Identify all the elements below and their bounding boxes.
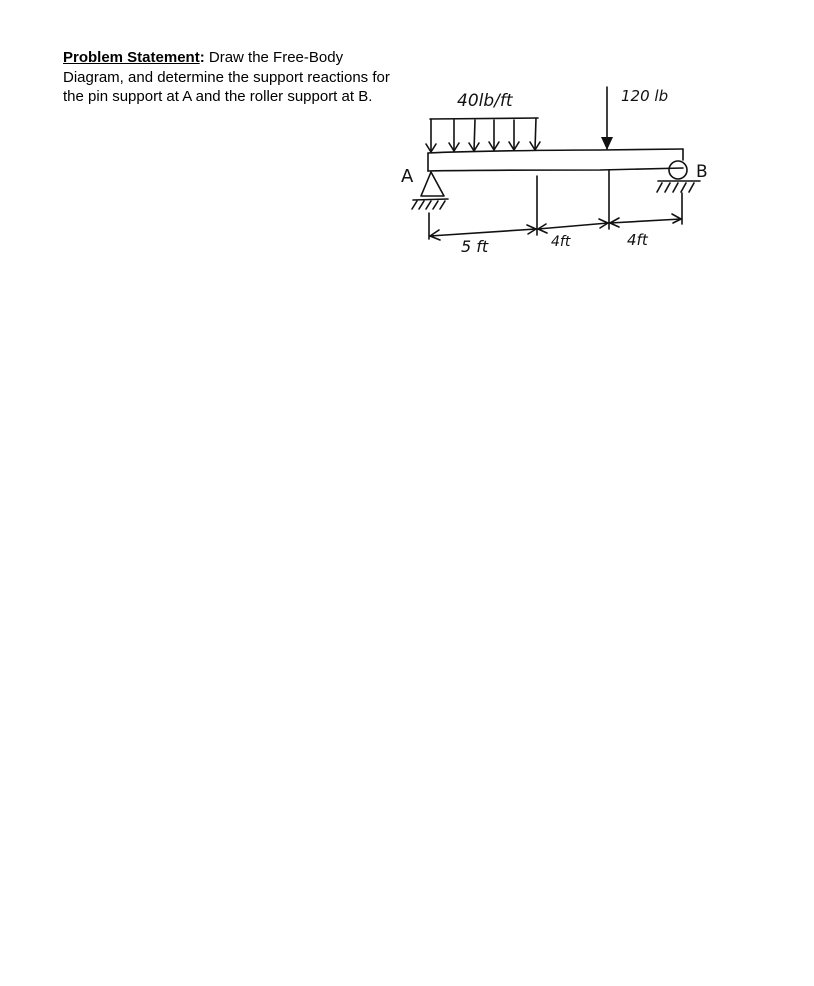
distributed-load-arrow <box>426 119 436 152</box>
roller-support-b <box>657 161 700 192</box>
dimension-label-5ft: 5 ft <box>461 237 489 256</box>
distributed-load-label: 40lb/ft <box>457 91 513 111</box>
distributed-load-arrow <box>469 120 479 151</box>
distributed-load-arrow <box>449 120 459 151</box>
point-load-label: 120 lb <box>621 87 669 105</box>
distributed-load-arrow <box>489 120 499 150</box>
problem-heading-colon: : <box>199 49 205 66</box>
distributed-load-arrow <box>509 120 519 150</box>
distributed-load <box>426 118 540 152</box>
problem-body: Draw the Free-Body Diagram, and determine the support reactions for the pin support at A and the roller support at B. <box>63 49 390 105</box>
dimension-line-4ft-second <box>610 214 681 227</box>
dimension-extension-lines <box>429 170 682 239</box>
point-load-arrow <box>601 87 613 150</box>
dimension-line-4ft-first <box>538 219 608 233</box>
dimension-label-4ft-first: 4ft <box>551 234 571 250</box>
pin-support-a <box>412 172 448 209</box>
support-a-label: A <box>401 166 414 187</box>
dimension-label-4ft-second: 4ft <box>627 231 648 249</box>
beam <box>428 149 683 171</box>
problem-heading: Problem Statement <box>63 49 200 66</box>
distributed-load-arrow <box>530 118 540 150</box>
support-b-label: B <box>696 162 708 182</box>
